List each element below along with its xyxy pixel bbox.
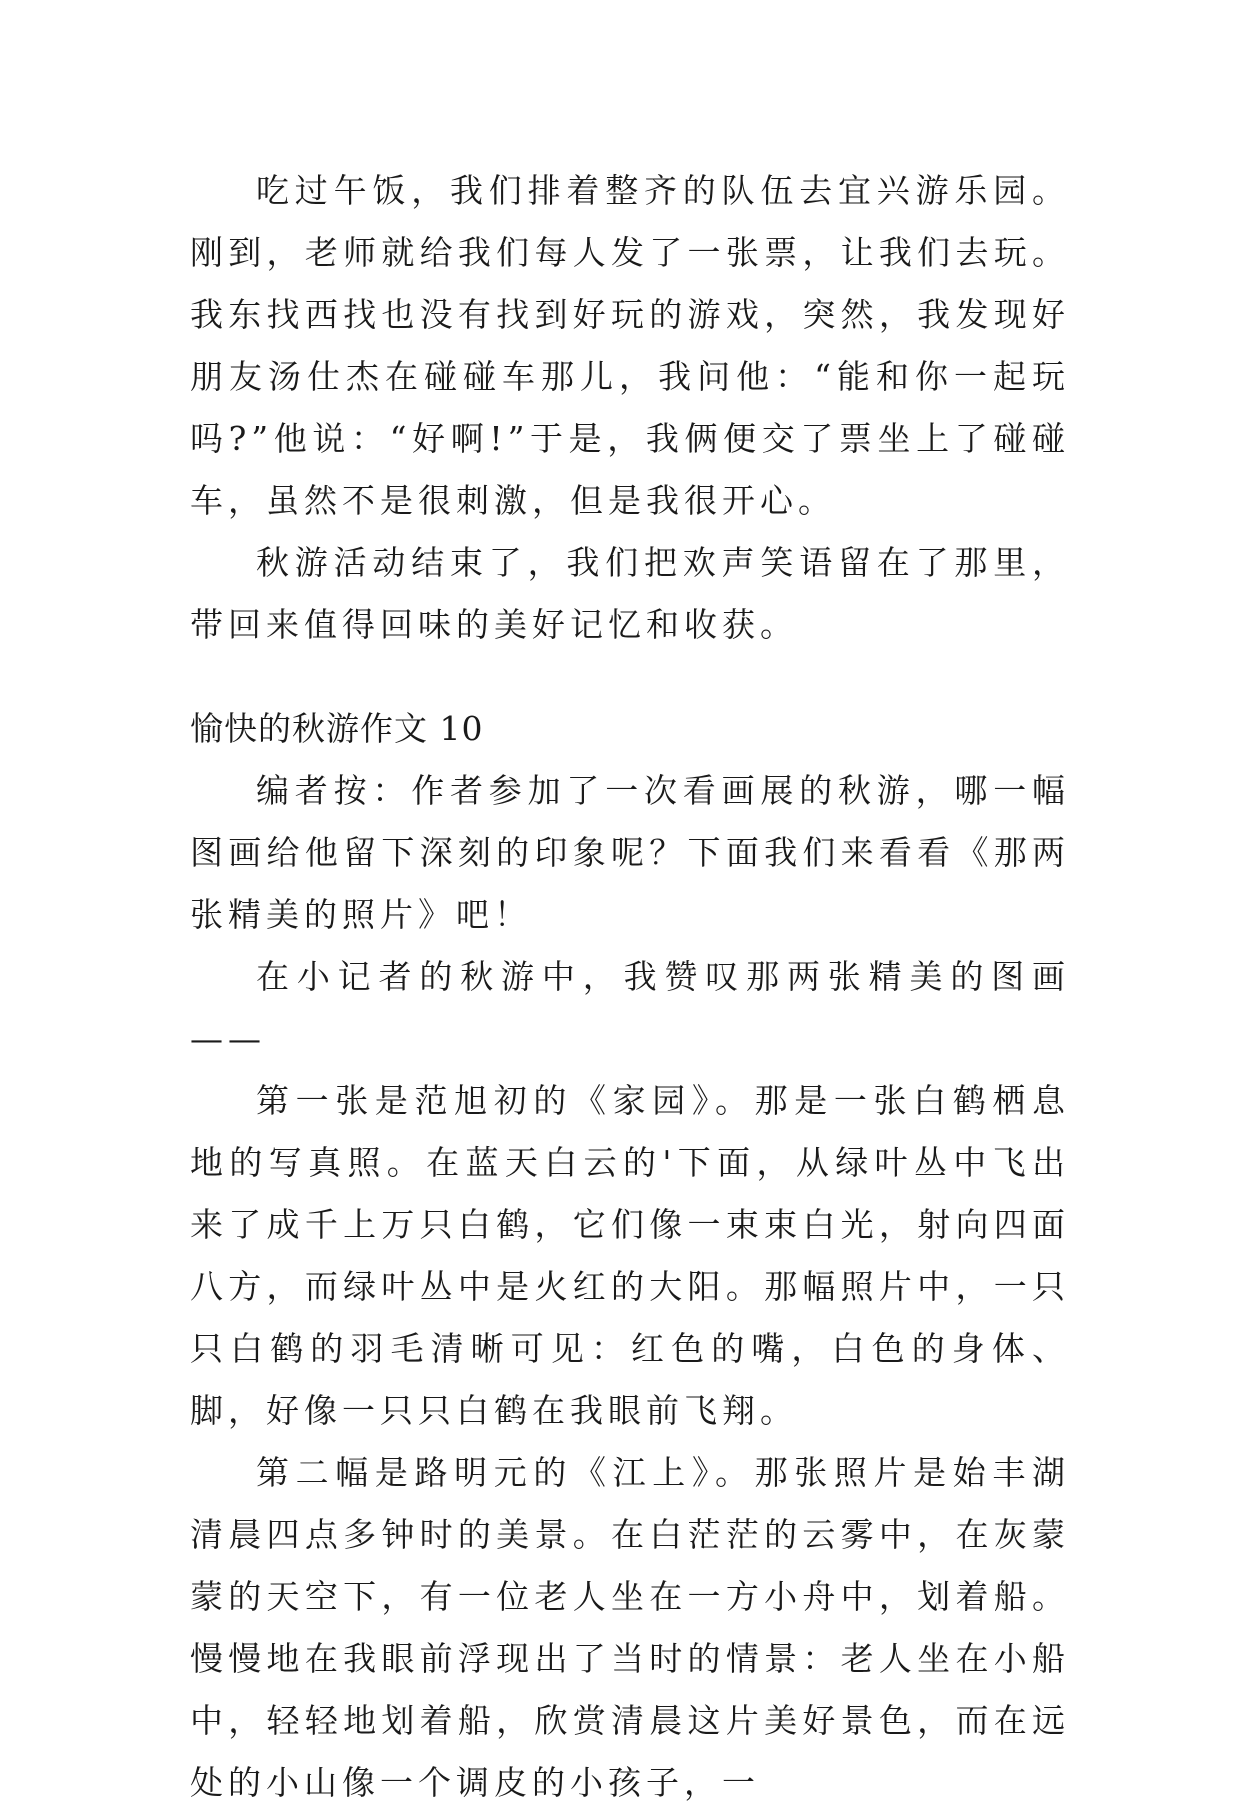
paragraph-bumper-cars: 吃过午饭，我们排着整齐的队伍去宜兴游乐园。刚到，老师就给我们每人发了一张票，让我们去玩。我东找西找也没有找到好玩的游戏，突然，我发现好朋友汤仕杰在碰碰车那儿，我问他：“能和你一起玩吗?”他说：“好啊!”于是，我俩便交了票坐上了碰碰车，虽然不是很刺激，但是我很开心。 xyxy=(190,171,1070,520)
paragraph-first-photo: 第一张是范旭初的《家园》。那是一张白鹤栖息地的写真照。在蓝天白云的'下面，从绿叶丛中飞出来了成千上万只白鹤，它们像一束束白光，射向四面八方，而绿叶丛中是火红的大阳。那幅照片中，一只只白鹤的羽毛清晰可见：红色的嘴，白色的身体、脚，好像一只只白鹤在我眼前飞翔。 xyxy=(190,1081,1070,1430)
paragraph-intro: 在小记者的秋游中，我赞叹那两张精美的图画—— xyxy=(190,957,1070,1058)
document-body xyxy=(190,160,1070,1814)
section-gap xyxy=(190,656,1070,698)
essay-heading: 愉快的秋游作文 10 xyxy=(190,709,484,748)
paragraph-trip-end: 秋游活动结束了，我们把欢声笑语留在了那里，带回来值得回味的美好记忆和收获。 xyxy=(190,543,1070,644)
paragraph-editor-note: 编者按：作者参加了一次看画展的秋游，哪一幅图画给他留下深刻的印象呢？下面我们来看看《那两张精美的照片》吧！ xyxy=(190,771,1070,934)
paragraph-second-photo: 第二幅是路明元的《江上》。那张照片是始丰湖清晨四点多钟时的美景。在白茫茫的云雾中，在灰蒙蒙的天空下，有一位老人坐在一方小舟中，划着船。慢慢地在我眼前浮现出了当时的情景：老人坐在小船中，轻轻地划着船，欣赏清晨这片美好景色，而在远处的小山像一个调皮的小孩子，一 xyxy=(190,1453,1070,1802)
